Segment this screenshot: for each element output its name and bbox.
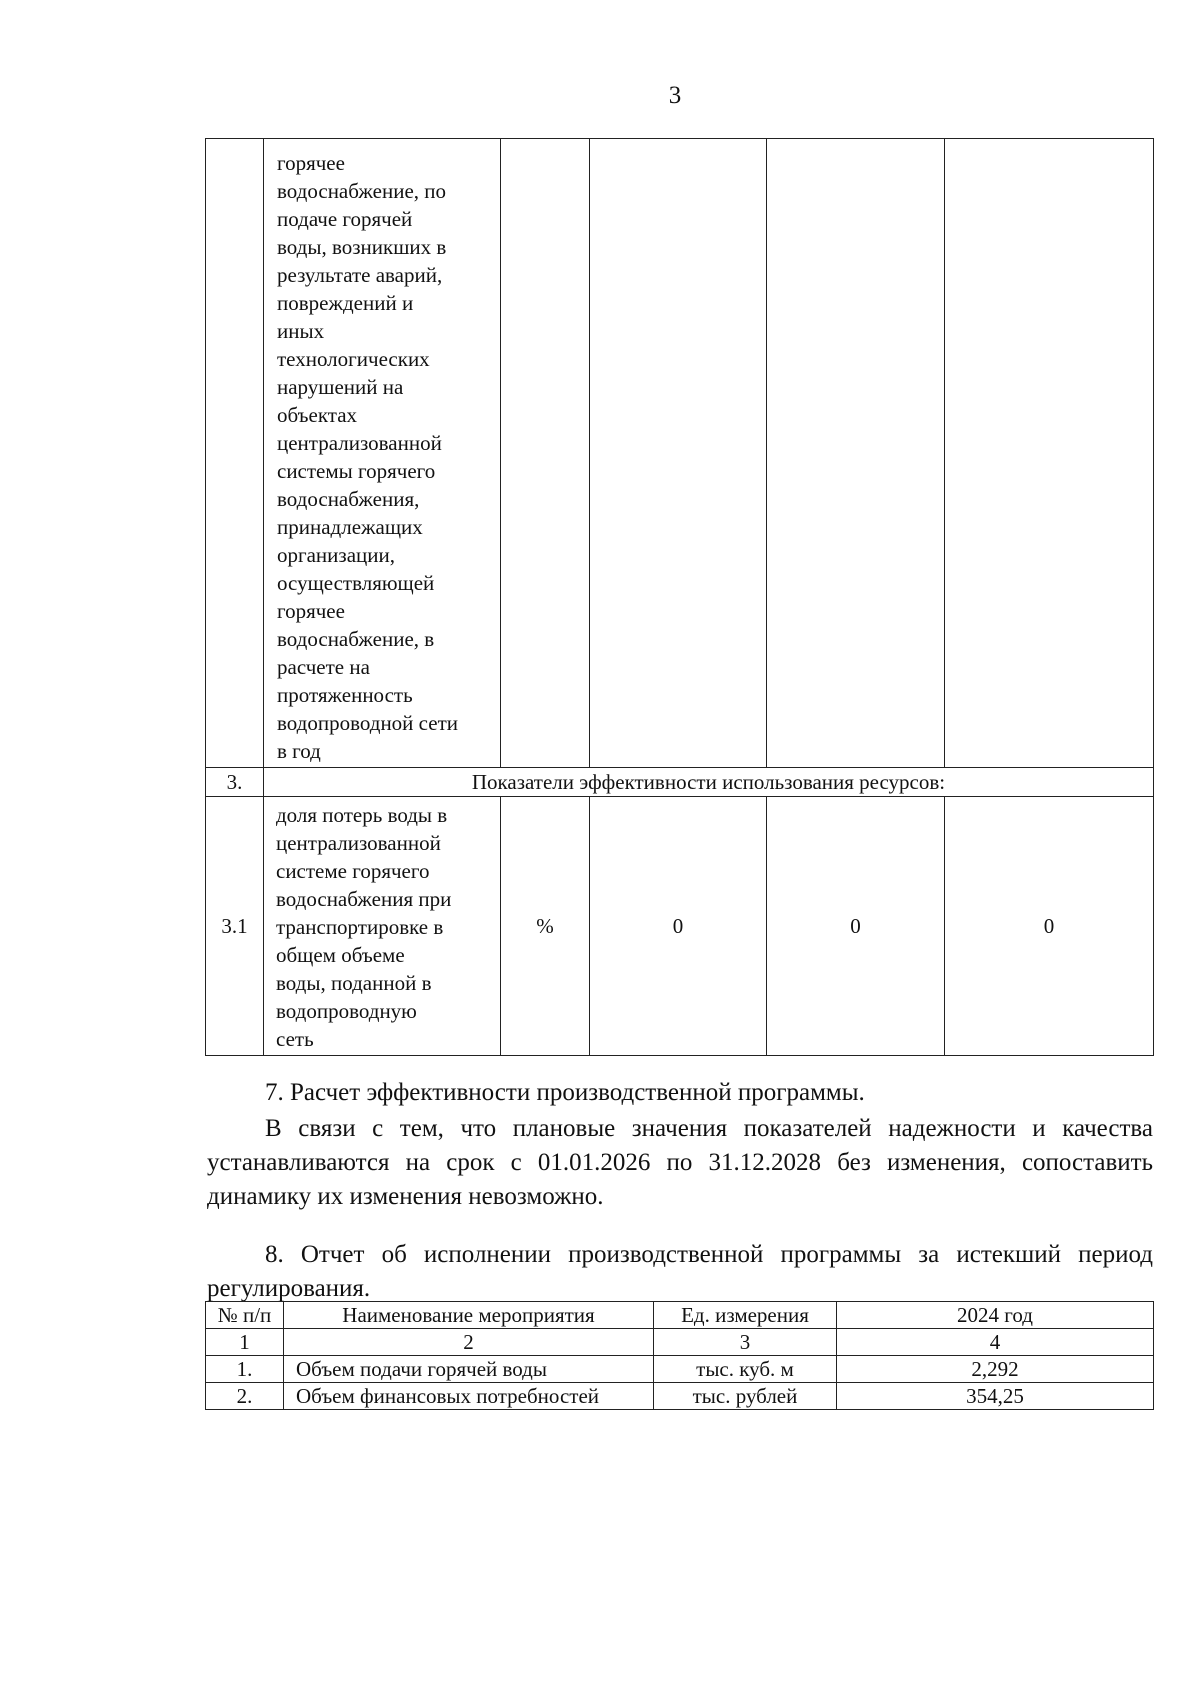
table-row-section-3 — [206, 768, 1154, 797]
row-number-cell: 1. — [206, 1356, 284, 1383]
cell-text-line: воды, возникших в — [277, 235, 447, 259]
cell-text-line: в год — [277, 739, 321, 763]
cell-text-line: водоснабжения при — [276, 887, 452, 911]
table-row — [206, 1356, 1154, 1383]
section-7-paragraph: В связи с тем, что плановые значения показателей надежности и качества устанавливаются на срок с 01.01.2026 по 31.12.2028 без изменения, сопоставить динамику их изменения невозможно. — [207, 1115, 1153, 1210]
indicators-table — [205, 138, 1154, 1056]
row-number-cell: 3. — [206, 768, 264, 797]
unit-cell: % — [501, 797, 590, 1056]
cell-text-line: воды, поданной в — [276, 971, 432, 995]
unit-cell: тыс. рублей — [654, 1383, 837, 1410]
value-cell-2: 0 — [767, 797, 945, 1056]
cell-text-line: протяженность — [277, 683, 413, 707]
index-cell: 4 — [837, 1329, 1154, 1356]
cell-text-line: повреждений и — [277, 291, 414, 315]
value-cell-1 — [590, 139, 767, 768]
cell-text-line: централизованной — [276, 831, 441, 855]
header-year: 2024 год — [837, 1302, 1154, 1329]
cell-text-line: водоснабжения, — [277, 487, 420, 511]
cell-text-line: горячее — [277, 599, 345, 623]
indicator-name-text — [264, 139, 500, 767]
cell-text-line: централизованной — [277, 431, 442, 455]
cell-text-line: технологических — [277, 347, 430, 371]
indicator-name-cell — [264, 139, 501, 768]
cell-text-line: доля потерь воды в — [276, 803, 448, 827]
activity-name-cell: Объем подачи горячей воды — [284, 1356, 654, 1383]
table-row-continuation — [206, 139, 1154, 768]
row-number-cell: 3.1 — [206, 797, 264, 1056]
value-cell: 2,292 — [837, 1356, 1154, 1383]
value-cell-3 — [945, 139, 1154, 768]
header-unit: Ед. измерения — [654, 1302, 837, 1329]
cell-text-line: водопроводную — [276, 999, 417, 1023]
cell-text-line: организации, — [277, 543, 395, 567]
header-number: № п/п — [206, 1302, 284, 1329]
value-cell: 354,25 — [837, 1383, 1154, 1410]
cell-text-line: водопроводной сети — [277, 711, 458, 735]
value-cell-1: 0 — [590, 797, 767, 1056]
activity-name-cell: Объем финансовых потребностей — [284, 1383, 654, 1410]
value-cell-2 — [767, 139, 945, 768]
cell-text-line: результате аварий, — [277, 263, 443, 287]
row-number-cell: 2. — [206, 1383, 284, 1410]
row-number-cell — [206, 139, 264, 768]
page-number: 3 — [668, 82, 682, 109]
cell-text-line: иных — [277, 319, 325, 343]
section-8-heading: 8. Отчет об исполнении производственной программы за истекший период регулирования. — [207, 1241, 1153, 1302]
unit-cell — [501, 139, 590, 768]
table-row-3-1 — [206, 797, 1154, 1056]
value-cell-3: 0 — [945, 797, 1154, 1056]
indicator-name-text — [264, 797, 500, 1055]
section-title-cell: Показатели эффективности использования ресурсов: — [264, 768, 1154, 797]
cell-text-line: сеть — [276, 1027, 314, 1051]
cell-text-line: водоснабжение, по — [277, 179, 447, 203]
cell-text-line: системе горячего — [276, 859, 430, 883]
cell-text-line: транспортировке в — [276, 915, 444, 939]
cell-text-line: принадлежащих — [277, 515, 423, 539]
index-cell: 1 — [206, 1329, 284, 1356]
header-name: Наименование мероприятия — [284, 1302, 654, 1329]
cell-text-line: нарушений на — [277, 375, 404, 399]
unit-cell: тыс. куб. м — [654, 1356, 837, 1383]
table-header-row — [206, 1302, 1154, 1329]
cell-text-line: осуществляющей — [277, 571, 435, 595]
cell-text-line: водоснабжение, в — [277, 627, 435, 651]
cell-text-line: общем объеме — [276, 943, 405, 967]
indicator-name-cell — [264, 797, 501, 1056]
cell-text-line: горячее — [277, 151, 345, 175]
index-cell: 3 — [654, 1329, 837, 1356]
index-cell: 2 — [284, 1329, 654, 1356]
table-row — [206, 1383, 1154, 1410]
report-table — [205, 1301, 1154, 1410]
cell-text-line: системы горячего — [277, 459, 436, 483]
cell-text-line: подаче горячей — [277, 207, 413, 231]
cell-text-line: расчете на — [277, 655, 370, 679]
section-7-heading: 7. Расчет эффективности производственной программы. — [265, 1079, 865, 1106]
cell-text-line: объектах — [277, 403, 358, 427]
table-index-row — [206, 1329, 1154, 1356]
